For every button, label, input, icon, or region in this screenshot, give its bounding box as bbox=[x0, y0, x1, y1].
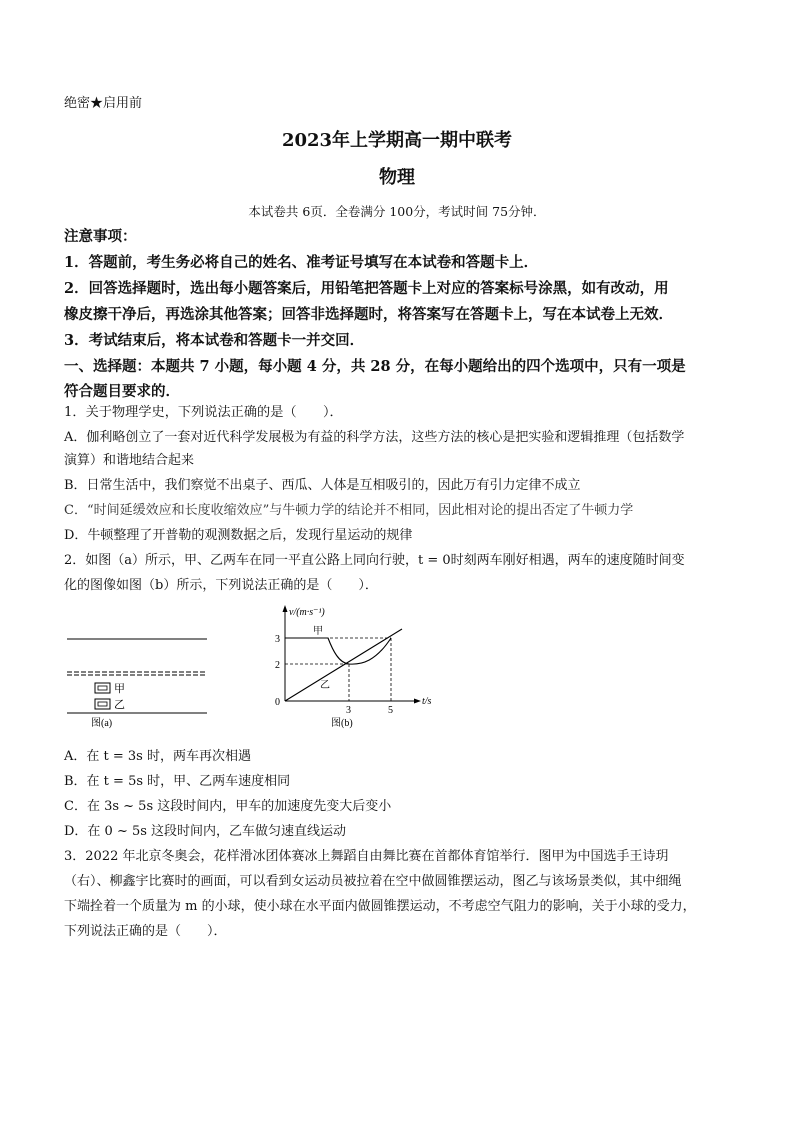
q2-figures-svg bbox=[62, 603, 442, 738]
notice-item-2-line2: 橡皮擦干净后，再选涂其他答案；回答非选择题时，将答案写在答题卡上，写在本试卷上无效． bbox=[64, 306, 673, 323]
q3-stem-line4: 下列说法正确的是（ ）． bbox=[64, 924, 227, 939]
section1-heading-line2: 符合题目要求的． bbox=[64, 383, 180, 400]
q2-option-a: A．在 t = 3s 时，两车再次相遇 bbox=[64, 749, 251, 764]
car-jia-label: 甲 bbox=[114, 683, 125, 695]
q2-option-d: D．在 0 ~ 5s 这段时间内，乙车做匀速直线运动 bbox=[64, 824, 347, 839]
q2-option-c: C．在 3s ~ 5s 这段时间内，甲车的加速度先变大后变小 bbox=[64, 799, 392, 814]
graph-label-jia: 甲 bbox=[313, 626, 323, 637]
exam-title: 2023年上学期高一期中联考 bbox=[281, 130, 513, 151]
x-tick-3: 3 bbox=[346, 705, 351, 716]
confidential-label: 绝密★启用前 bbox=[64, 96, 143, 111]
notice-item-3: 3．考试结束后，将本试卷和答题卡一并交回． bbox=[64, 332, 365, 349]
notice-item-2-line1: 2．回答选择题时，选出每小题答案后，用铅笔把答题卡上对应的答案标号涂黑，如有改动，用 bbox=[64, 280, 669, 297]
car-jia-icon bbox=[95, 683, 110, 693]
q1-option-d: D．牛顿整理了开普勒的观测数据之后，发现行星运动的规律 bbox=[64, 528, 413, 543]
figure-a bbox=[67, 639, 207, 729]
notice-heading: 注意事项： bbox=[64, 228, 137, 245]
graph-y-axis-label: v/(m·s⁻¹) bbox=[289, 607, 325, 618]
q1-option-b: B．日常生活中，我们察觉不出桌子、西瓜、人体是互相吸引的，因此万有引力定律不成立 bbox=[64, 478, 581, 493]
line-yi bbox=[285, 629, 402, 701]
x-axis-arrow bbox=[414, 699, 421, 704]
car-yi-label: 乙 bbox=[114, 699, 125, 711]
graph-x-axis-label: t/s bbox=[422, 696, 432, 707]
car-yi-icon bbox=[95, 699, 110, 709]
y-tick-2: 2 bbox=[275, 660, 280, 671]
q1-stem: 1．关于物理学史，下列说法正确的是（ ）． bbox=[64, 405, 343, 420]
q1-option-a-line1: A．伽利略创立了一套对近代科学发展极为有益的科学方法，这些方法的核心是把实验和逻辑推理（包括数学 bbox=[64, 430, 685, 445]
q2-option-b: B．在 t = 5s 时，甲、乙两车速度相同 bbox=[64, 774, 291, 789]
q2-stem-line2: 化的图像如图（b）所示，下列说法正确的是（ ）． bbox=[64, 578, 378, 593]
q2-figures bbox=[62, 603, 442, 738]
q3-stem-line2: （右）、柳鑫宇比赛时的画面，可以看到女运动员被拉着在空中做圆锥摆运动，图乙与该场景类似，其中细绳 bbox=[64, 874, 682, 889]
car-jia-window bbox=[98, 686, 107, 690]
q3-stem-line3: 下端拴着一个质量为 m 的小球，使小球在水平面内做圆锥摆运动，不考虑空气阻力的影响，关于小球的受力， bbox=[64, 899, 696, 914]
line-jia bbox=[285, 638, 391, 664]
q1-option-c: C．“时间延缓效应和长度收缩效应”与牛顿力学的结论并不相同，因此相对论的提出否定了牛顿力学 bbox=[64, 503, 634, 518]
subject-title: 物理 bbox=[379, 167, 415, 188]
figure-a-caption: 图(a) bbox=[91, 718, 113, 729]
y-tick-3: 3 bbox=[275, 634, 280, 645]
graph-origin: 0 bbox=[275, 697, 280, 708]
figure-b bbox=[275, 605, 432, 729]
q3-stem-line1: 3．2022 年北京冬奥会，花样滑冰团体赛冰上舞蹈自由舞比赛在首都体育馆举行．图甲为中国选手王诗玥 bbox=[64, 849, 669, 864]
section1-heading-line1: 一、选择题：本题共 7 小题，每小题 4 分，共 28 分，在每小题给出的四个选项中，只有一项是 bbox=[64, 358, 686, 375]
car-yi-window bbox=[98, 702, 107, 706]
y-axis-arrow bbox=[283, 605, 288, 612]
figure-b-caption: 图(b) bbox=[331, 718, 353, 729]
q2-stem-line1: 2．如图（a）所示，甲、乙两车在同一平直公路上同向行驶，t = 0时刻两车刚好相遇，两车的速度随时间变 bbox=[64, 553, 685, 568]
exam-intro: 本试卷共 6页．全卷满分 100分，考试时间 75分钟． bbox=[248, 204, 546, 219]
graph-label-yi: 乙 bbox=[320, 680, 330, 691]
q1-option-a-line2: 演算）和谐地结合起来 bbox=[64, 453, 195, 468]
notice-item-1: 1．答题前，考生务必将自己的姓名、准考证号填写在本试卷和答题卡上． bbox=[64, 254, 539, 271]
x-tick-5: 5 bbox=[388, 705, 393, 716]
